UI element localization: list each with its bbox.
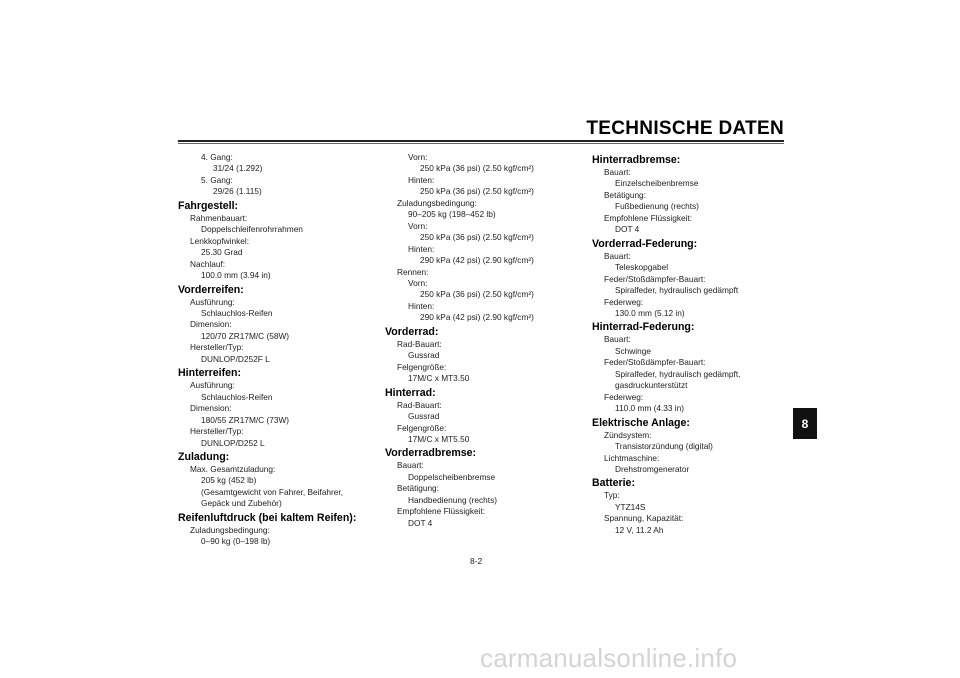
spec-label: Nachlauf: [190, 258, 226, 269]
spec-value: gasdruckunterstützt [615, 380, 688, 391]
spec-value: 250 kPa (36 psi) (2.50 kgf/cm²) [420, 232, 534, 243]
spec-label: Hersteller/Typ: [190, 342, 244, 353]
spec-label: Bauart: [604, 250, 631, 261]
spec-value: DOT 4 [615, 224, 640, 235]
spec-value: Transistorzündung (digital) [615, 441, 713, 452]
spec-value: Einzelscheibenbremse [615, 178, 699, 189]
spec-value: Schwinge [615, 345, 651, 356]
spec-label: Rennen: [397, 266, 429, 277]
section-heading: Vorderrad-Federung: [592, 237, 698, 250]
spec-value: Spiralfeder, hydraulisch gedämpft, [615, 368, 741, 379]
section-heading: Vorderradbremse: [385, 447, 477, 460]
spec-value: 130.0 mm (5.12 in) [615, 307, 685, 318]
spec-label: Typ: [604, 490, 620, 501]
spec-label: Rad-Bauart: [397, 338, 442, 349]
spec-label: Feder/Stoßdämpfer-Bauart: [604, 273, 706, 284]
section-heading: Vorderrad: [385, 325, 439, 338]
watermark: carmanualsonline.info [480, 643, 738, 673]
spec-value: Hinten: [408, 243, 435, 254]
spec-value: Doppelscheibenbremse [408, 471, 496, 482]
spec-column-2 [385, 152, 575, 529]
spec-label: Bauart: [604, 334, 631, 345]
spec-value: 0–90 kg (0–198 lb) [201, 536, 271, 547]
spec-label: Betätigung: [397, 483, 439, 494]
spec-label: Zuladungsbedingung: [190, 524, 270, 535]
spec-value: DUNLOP/D252F L [201, 353, 270, 364]
spec-value: 5. Gang: [201, 174, 233, 185]
spec-value: 250 kPa (36 psi) (2.50 kgf/cm²) [420, 163, 534, 174]
spec-label: Federweg: [604, 391, 644, 402]
section-heading: Batterie: [592, 477, 635, 490]
spec-value: Hinten: [408, 174, 435, 185]
spec-value: Vorn: [408, 277, 428, 288]
spec-value: 17M/C x MT3.50 [408, 373, 470, 384]
spec-value: 290 kPa (42 psi) (2.90 kgf/cm²) [420, 255, 534, 266]
spec-value: 250 kPa (36 psi) (2.50 kgf/cm²) [420, 186, 534, 197]
section-heading: Elektrische Anlage: [592, 416, 690, 429]
spec-value: 120/70 ZR17M/C (58W) [201, 330, 290, 341]
section-heading: Hinterrad-Federung: [592, 321, 695, 334]
spec-value: 29/26 (1.115) [213, 186, 262, 197]
spec-label: Spannung, Kapazität: [604, 513, 684, 524]
spec-label: Lenkkopfwinkel: [190, 235, 250, 246]
section-heading: Vorderreifen: [178, 283, 244, 296]
header-rule-thin [178, 143, 784, 144]
spec-value: YTZ14S [615, 501, 646, 512]
spec-label: Dimension: [190, 403, 232, 414]
spec-value: (Gesamtgewicht von Fahrer, Beifahrer, [201, 486, 344, 497]
chapter-tab: 8 [793, 408, 817, 439]
spec-value: Schlauchlos-Reifen [201, 307, 273, 318]
spec-value: Vorn: [408, 220, 428, 231]
spec-value: Gussrad [408, 350, 440, 361]
spec-label: Lichtmaschine: [604, 452, 660, 463]
spec-label: Betätigung: [604, 189, 646, 200]
spec-value: Drehstromgenerator [615, 463, 690, 474]
spec-value: Teleskopgabel [615, 262, 669, 273]
page-title: TECHNISCHE DATEN [586, 118, 784, 139]
spec-label: Zuladungsbedingung: [397, 197, 477, 208]
spec-value: 12 V, 11.2 Ah [615, 524, 664, 535]
spec-label: Bauart: [604, 167, 631, 177]
spec-label: Felgengröße: [397, 422, 447, 433]
spec-label: Hersteller/Typ: [190, 426, 244, 437]
spec-label: Max. Gesamtzuladung: [190, 463, 276, 474]
spec-value: 31/24 (1.292) [213, 163, 263, 174]
spec-label: Ausführung: [190, 380, 235, 391]
section-heading: Fahrgestell: [178, 199, 239, 212]
spec-label: Felgengröße: [397, 361, 447, 372]
spec-value: Handbedienung (rechts) [408, 494, 498, 505]
spec-label: Empfohlene Flüssigkeit: [397, 506, 486, 517]
spec-column-3 [592, 152, 782, 536]
spec-value: Gussrad [408, 411, 440, 422]
spec-value: Doppelschleifenrohrrahmen [201, 224, 303, 235]
spec-value: 110.0 mm (4.33 in) [615, 403, 685, 414]
spec-value: Schlauchlos-Reifen [201, 391, 273, 402]
spec-value: Spiralfeder, hydraulisch gedämpft [615, 285, 739, 296]
spec-value: 205 kg (452 lb) [201, 475, 257, 486]
spec-value: 4. Gang: [201, 152, 233, 162]
section-heading: Reifenluftdruck (bei kaltem Reifen): [178, 511, 357, 524]
spec-value: Gepäck und Zubehör) [201, 498, 282, 509]
spec-label: Feder/Stoßdämpfer-Bauart: [604, 357, 706, 368]
section-heading: Hinterreifen: [178, 367, 241, 380]
spec-label: Dimension: [190, 319, 232, 330]
spec-label: Rahmenbauart: [190, 212, 248, 223]
spec-value: 100.0 mm (3.94 in) [201, 270, 271, 281]
spec-label: Federweg: [604, 296, 644, 307]
spec-value: 25.30 Grad [201, 247, 243, 258]
spec-value: Fußbedienung (rechts) [615, 201, 699, 212]
spec-label: Rad-Bauart: [397, 399, 442, 410]
spec-label: Zündsystem: [604, 429, 652, 440]
spec-value: DOT 4 [408, 517, 433, 528]
header-rule [178, 140, 784, 142]
section-heading: Zuladung: [178, 450, 230, 463]
spec-label: Ausführung: [190, 296, 235, 307]
spec-value: Hinten: [408, 300, 435, 311]
spec-value: DUNLOP/D252 L [201, 437, 265, 448]
spec-value: 250 kPa (36 psi) (2.50 kgf/cm²) [420, 289, 534, 300]
spec-value: 290 kPa (42 psi) (2.90 kgf/cm²) [420, 312, 534, 323]
spec-column-1 [178, 152, 368, 548]
spec-label: Bauart: [397, 460, 424, 471]
spec-value: 90–205 kg (198–452 lb) [408, 209, 496, 220]
page-number: 8-2 [470, 556, 483, 566]
section-heading: Hinterradbremse: [592, 154, 681, 166]
section-heading: Hinterrad: [385, 386, 436, 399]
spec-value: 180/55 ZR17M/C (73W) [201, 414, 290, 425]
spec-label: Empfohlene Flüssigkeit: [604, 212, 693, 223]
spec-value: Vorn: [408, 152, 428, 162]
spec-value: 17M/C x MT5.50 [408, 433, 470, 444]
